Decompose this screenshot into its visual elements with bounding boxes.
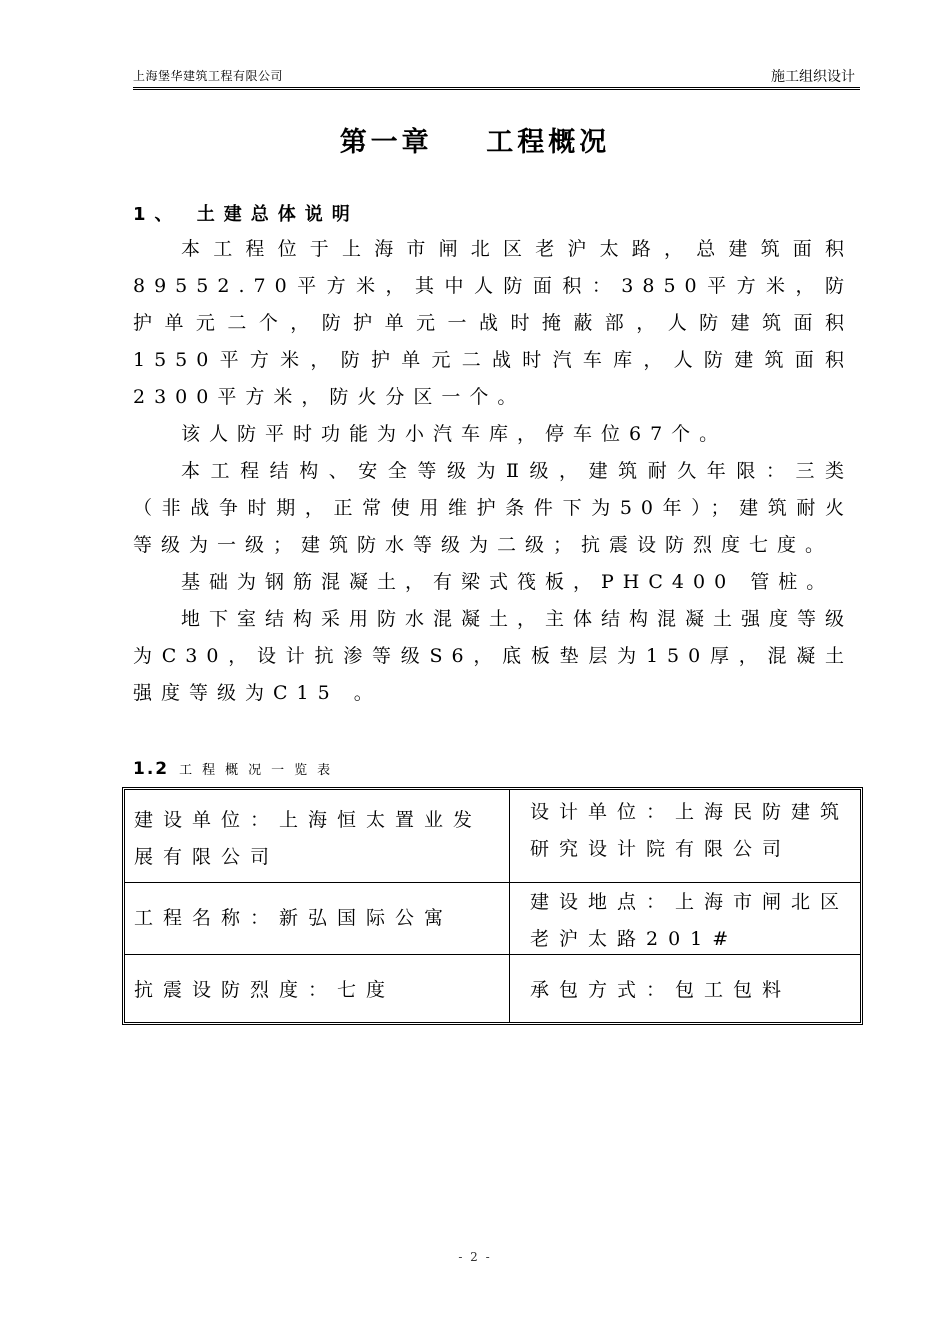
paragraph: 基础为钢筋混凝土，有梁式筏板，PHC400 管桩。	[181, 571, 835, 593]
table-cell-contract-mode: 承包方式：包工包料	[530, 979, 792, 1001]
table-caption-number: 1.2	[133, 759, 170, 779]
table-cell-construction-site: 建设地点：上海市闸北区老沪太路201#	[530, 891, 850, 950]
header-doc-type: 施工组织设计	[771, 69, 855, 85]
header-rule-secondary	[133, 89, 860, 90]
table-column-divider	[509, 790, 510, 1022]
paragraph: 本工程结构、安全等级为Ⅱ级，建筑耐久年限：三类（非战争时期，正常使用维护条件下为50年）；建筑耐火等级为一级；建筑防水等级为二级；抗震设防烈度七度。	[133, 460, 853, 556]
paragraph: 地下室结构采用防水混凝土，主体结构混凝土强度等级为C30，设计抗渗等级S6，底板垫层为150厚，混凝土强度等级为C15 。	[133, 608, 854, 704]
body-section	[133, 231, 853, 712]
project-overview-table	[122, 787, 863, 1025]
table-caption-label: 工程概况一览表	[179, 763, 341, 778]
page-number: - 2 -	[458, 1250, 492, 1264]
table-cell-project-name: 工程名称：新弘国际公寓	[134, 907, 454, 929]
table-cell-seismic-intensity: 抗震设防烈度：七度	[134, 979, 396, 1001]
header-company: 上海堡华建筑工程有限公司	[133, 69, 284, 83]
paragraph: 本工程位于上海市闸北区老沪太路，总建筑面积89552.70平方米，其中人防面积：3850平方米，防护单元二个，防护单元一战时掩蔽部，人防建筑面积1550平方米，防护单元二战时汽车库，人防建筑面积2300平方米，防火分区一个。	[133, 238, 853, 408]
table-row-divider	[125, 954, 860, 955]
table-row-divider	[125, 882, 860, 883]
header-rule	[133, 87, 860, 88]
section-title: 1、 土建总体说明	[133, 204, 359, 225]
table-cell-construction-unit: 建设单位：上海恒太置业发展有限公司	[134, 809, 483, 868]
table-cell-design-unit: 设计单位：上海民防建筑研究设计院有限公司	[530, 801, 850, 860]
paragraph: 该人防平时功能为小汽车库，停车位67个。	[181, 423, 728, 445]
chapter-title: 第一章 工程概况	[339, 127, 611, 158]
table-caption	[133, 759, 340, 779]
